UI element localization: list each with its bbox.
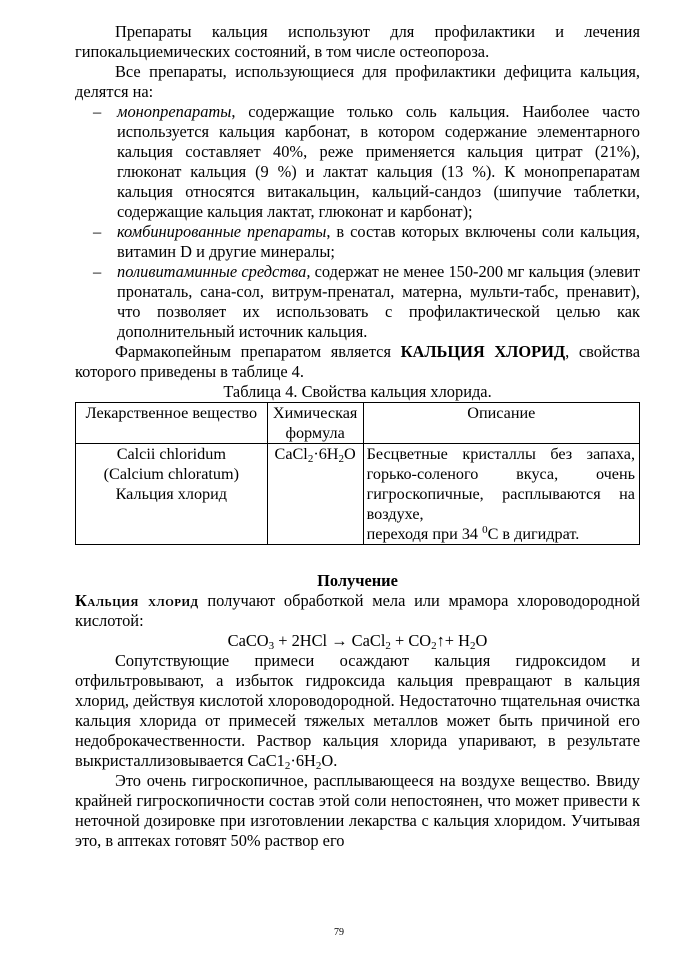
description-text: переходя при 34	[366, 525, 483, 543]
list-term: монопрепараты	[117, 102, 232, 121]
cell-substance	[76, 444, 268, 545]
dash-bullet: –	[93, 262, 102, 281]
page-number: 79	[334, 927, 344, 938]
list-item	[75, 222, 640, 262]
description-text: Бесцветные кристаллы без запаха, горько-соленого вкуса, очень гигроскопичные, расплываются на воздухе,	[366, 445, 635, 523]
header-substance: Лекарственное вещество	[76, 403, 268, 444]
russian-name: Кальция хлорид	[115, 485, 228, 503]
intro-paragraph-2: Все препараты, использующиеся для профилактики дефицита кальция, делятся на:	[75, 62, 640, 101]
pharmacopoeia-text: Фармакопейным препаратом является	[115, 342, 401, 361]
section-text: получают обработкой мела или мрамора хлороводородной кислотой:	[75, 591, 640, 630]
list-text: , в состав которых включены соли кальция, витамин D и другие минералы;	[117, 222, 640, 261]
substance-name: КАЛЬЦИЯ ХЛОРИД	[400, 342, 566, 361]
formula-subscript: 2	[307, 453, 314, 465]
formula-part: O	[344, 445, 356, 463]
formula-part: CaCl	[274, 445, 308, 463]
pharmacopoeia-text-after: , свойства которого приведены в таблице 4.	[75, 342, 640, 381]
section-paragraph-3: Это очень гигроскопичное, расплывающееся на воздухе вещество. Ввиду крайней гигроскопичности состав этой соли непостоянен, что может привести к неточной дозировке при изготовлении лекарства с кальция хлоридом. Учитывая это, в аптеках готовят 50% раствор его	[75, 771, 640, 850]
section-paragraph-2	[75, 651, 640, 771]
section-text: ·6H	[290, 751, 316, 770]
list-text: содержат не менее 150-200 мг кальция (элевит пронаталь, сана-сол, витрум-пренатал, матерна, мульти-табс, пренавит), что позволяет их использовать с профилактической целью как дополнительный источник кальция.	[117, 262, 641, 341]
cell-description	[363, 444, 639, 545]
formula-subscript: 2	[284, 760, 291, 772]
section-title: Получение	[317, 571, 398, 590]
header-formula: Химическая формула	[267, 403, 363, 444]
reaction-equation	[75, 631, 640, 651]
document-page	[75, 22, 640, 851]
latin-synonym: (Calcium chloratum)	[103, 465, 239, 483]
table-row	[76, 444, 640, 545]
eq-part: + CO	[390, 631, 432, 650]
formula-part: ·6H	[313, 445, 339, 463]
section-paragraph-1	[75, 591, 640, 631]
intro-paragraph-1: Препараты кальция используют для профилактики и лечения гипокальциемических состояний, в том числе остеопороза.	[75, 22, 640, 61]
list-term: комбинированные препараты	[117, 222, 327, 241]
properties-table	[75, 402, 640, 545]
list-item	[75, 262, 640, 342]
latin-name: Calcii chloridum	[116, 445, 226, 463]
eq-subscript: 2	[431, 640, 437, 652]
eq-part: O	[475, 631, 488, 650]
list-item	[75, 102, 640, 222]
table-caption: Таблица 4. Свойства кальция хлорида.	[223, 382, 492, 401]
dash-bullet: –	[93, 222, 102, 241]
eq-subscript: 3	[268, 640, 275, 652]
formula-subscript: 2	[338, 453, 344, 465]
eq-subscript: 2	[469, 640, 476, 652]
eq-part: CaCO	[227, 631, 269, 650]
list-text: , содержащие только соль кальция. Наиболее часто используется кальция карбонат, в котором содержание элементарного кальция составляет 40%, реже применяется кальция цитрат (21%), глюконат кальция (9 %) и лактат кальция (13 %). К монопрепаратам кальция относятся витакальцин, кальций-сандоз (шипучие таблетки, содержащие кальция лактат, глюконат и карбонат);	[117, 102, 640, 221]
degree-superscript: 0	[482, 524, 488, 536]
section-text: O.	[321, 751, 338, 770]
eq-part: + 2HCl → CaCl	[274, 631, 386, 650]
header-description: Описание	[363, 403, 639, 444]
table-header-row	[76, 403, 640, 444]
section-text: Сопутствующие примеси осаждают кальция гидроксидом и отфильтровывают, а избыток гидроксида кальция превращают в кальция хлорид, действуя кислотой хлороводородной. Недостаточно тщательная очистка кальция хлорида от примесей тяжелых металлов может быть причиной его недоброкачественности. Раствор кальция хлорида упаривают, в результате выкристаллизовывается CaC1	[75, 651, 640, 770]
pharmacopoeia-paragraph	[75, 342, 640, 382]
eq-part: ↑+ H	[436, 631, 470, 650]
description-last-line	[367, 524, 635, 544]
description-text: С в дигидрат.	[487, 525, 580, 543]
preparations-list	[75, 102, 640, 342]
list-term: поливитаминные средства,	[117, 262, 311, 281]
cell-formula	[267, 444, 363, 545]
eq-subscript: 2	[385, 640, 391, 652]
formula-subscript: 2	[315, 760, 322, 772]
dash-bullet: –	[93, 102, 102, 121]
substance-name: Кальция хлорид	[75, 591, 199, 610]
